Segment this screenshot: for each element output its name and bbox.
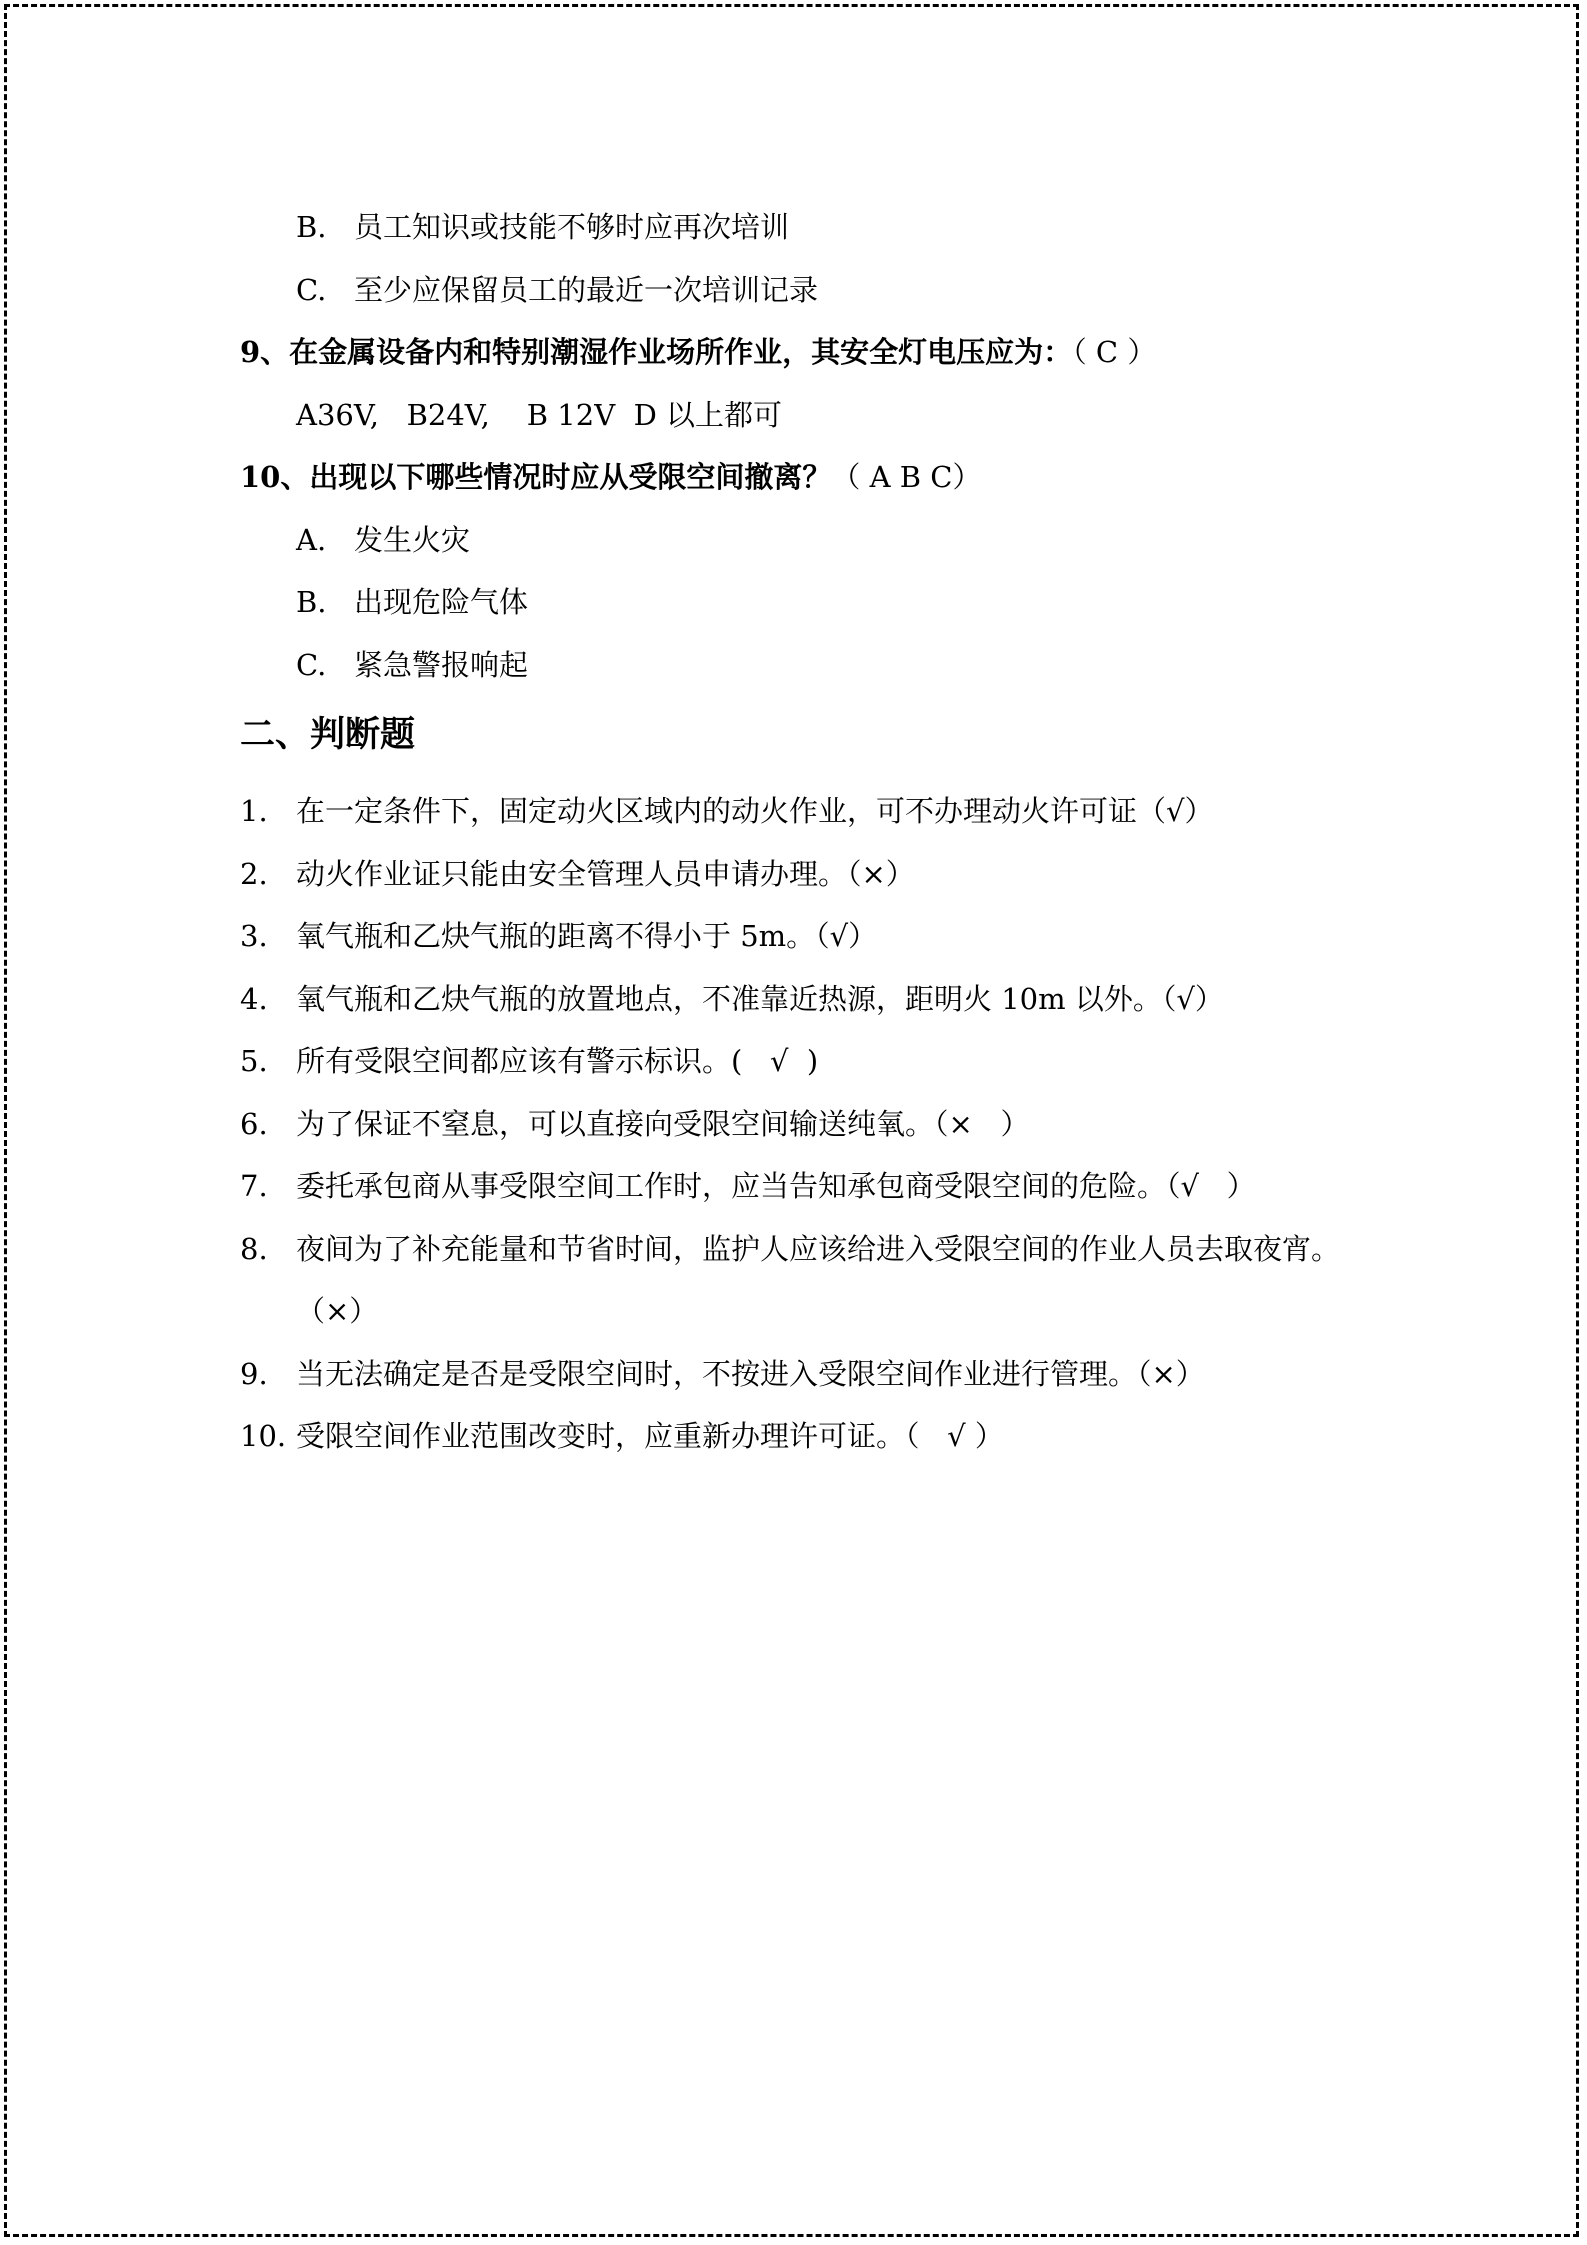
tf-item-text: 所有受限空间都应该有警示标识。( √ ) [296, 1044, 819, 1078]
tf-item-2 [240, 843, 1360, 906]
tf-item-text: 夜间为了补充能量和节省时间，监护人应该给进入受限空间的作业人员去取夜宵。（×） [296, 1231, 1341, 1328]
tf-item-text: 在一定条件下，固定动火区域内的动火作业，可不办理动火许可证（√） [296, 794, 1214, 828]
tf-item-number: 4. [240, 981, 268, 1016]
question-10-option-b [240, 571, 1360, 634]
question-9-options [240, 384, 1360, 447]
question-9-answer: （ C ） [1072, 335, 1157, 369]
tf-item-10 [240, 1405, 1360, 1468]
question-10-option-a [240, 509, 1360, 572]
tf-item-text: 受限空间作业范围改变时，应重新办理许可证。（ √ ） [296, 1419, 1004, 1453]
tf-item-number: 10. [240, 1419, 287, 1453]
tf-item-number: 1. [240, 794, 268, 828]
tf-item-text: 为了保证不窒息，可以直接向受限空间输送纯氧。（× ） [296, 1106, 1030, 1141]
option-text: 至少应保留员工的最近一次培训记录 [354, 272, 819, 307]
tf-item-6 [240, 1093, 1360, 1156]
option-text: 员工知识或技能不够时应再次培训 [354, 210, 790, 244]
question-10-answer: （ A B C） [831, 460, 982, 494]
tf-item-number: 6. [240, 1106, 268, 1141]
tf-item-number: 7. [240, 1169, 268, 1203]
tf-item-8 [240, 1218, 1360, 1343]
question-9 [240, 321, 1360, 384]
tf-item-number: 3. [240, 919, 268, 953]
option-b-training [240, 196, 1360, 259]
question-9-text: 9、在金属设备内和特别潮湿作业场所作业，其安全灯电压应为： [240, 335, 1073, 369]
option-text: 紧急警报响起 [354, 647, 529, 682]
tf-item-number: 5. [240, 1044, 268, 1078]
tf-item-7 [240, 1155, 1360, 1218]
section-title-true-false: 二、判断题 [240, 714, 416, 755]
tf-item-text: 委托承包商从事受限空间工作时，应当告知承包商受限空间的危险。（√ ） [296, 1169, 1256, 1203]
tf-item-5 [240, 1030, 1360, 1093]
tf-item-number: 8. [240, 1231, 268, 1266]
question-10-option-c [240, 634, 1360, 697]
question-9-options-text: A36V, B24V, B 12V D 以上都可 [296, 397, 783, 432]
tf-item-number: 2. [240, 856, 268, 891]
option-label: C. [296, 647, 327, 682]
tf-item-1 [240, 780, 1360, 843]
tf-item-3 [240, 905, 1360, 968]
tf-item-4 [240, 968, 1360, 1031]
tf-item-text: 当无法确定是否是受限空间时，不按进入受限空间作业进行管理。（×） [296, 1356, 1205, 1391]
option-label: B. [296, 585, 327, 619]
option-text: 出现危险气体 [354, 585, 529, 619]
tf-item-text: 氧气瓶和乙炔气瓶的距离不得小于 5m。（√） [296, 919, 878, 953]
tf-item-9 [240, 1343, 1360, 1406]
option-label: C. [296, 272, 327, 307]
tf-item-number: 9. [240, 1356, 268, 1391]
option-label: A. [296, 522, 327, 557]
tf-item-text: 动火作业证只能由安全管理人员申请办理。（×） [296, 856, 915, 891]
document-body [240, 196, 1360, 1468]
option-c-training [240, 259, 1360, 322]
option-label: B. [296, 210, 327, 244]
option-text: 发生火灾 [354, 522, 471, 557]
tf-item-text: 氧气瓶和乙炔气瓶的放置地点，不准靠近热源，距明火 10m 以外。（√） [296, 981, 1224, 1016]
question-10 [240, 446, 1360, 509]
question-10-text: 10、出现以下哪些情况时应从受限空间撤离？ [240, 460, 832, 494]
